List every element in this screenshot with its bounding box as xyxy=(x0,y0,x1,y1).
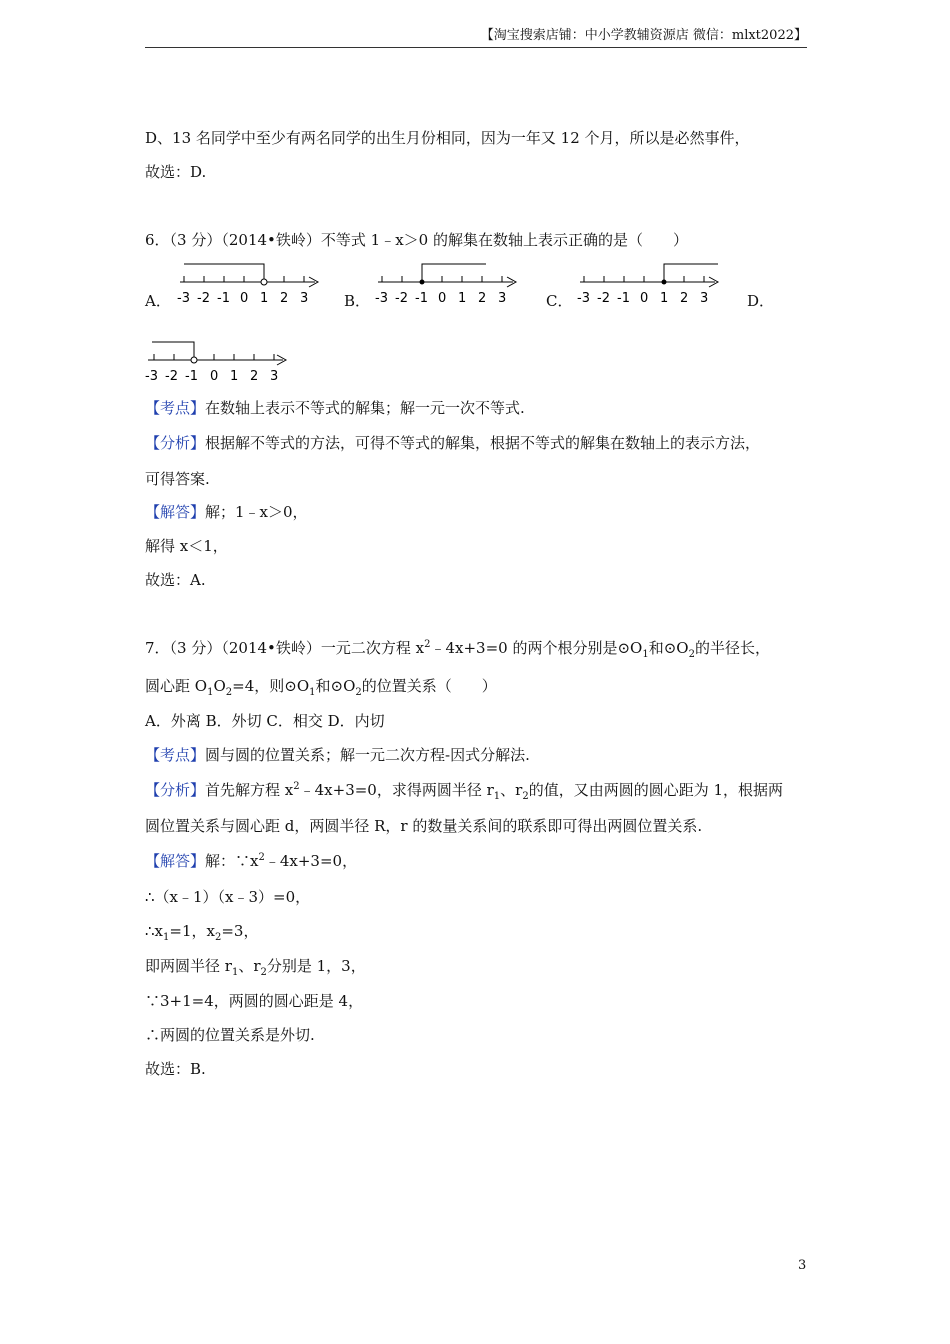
kaodian-7: 【考点】圆与圆的位置关系；解一元二次方程-因式分解法. xyxy=(145,746,530,764)
tick-label: 2 xyxy=(280,291,289,306)
text-line: ∴两圆的位置关系是外切. xyxy=(145,1026,315,1044)
number-line-b xyxy=(368,258,528,310)
tick-label: 2 xyxy=(680,291,689,306)
tick-label: 1 xyxy=(260,291,269,306)
tick-label: 3 xyxy=(498,291,507,306)
tag-kaodian: 【考点】 xyxy=(145,399,206,417)
tick-label: -3 xyxy=(577,291,590,306)
tick-label: -3 xyxy=(177,291,190,306)
tick-label: -3 xyxy=(145,369,158,384)
question-7: 7．（3 分）（2014•铁岭）一元二次方程 $x^2﹣4x+3=0$ 的两个根分别是$⊙O_1$和$⊙O_2$的半径长， xyxy=(145,639,770,660)
text-line: 故选：B. xyxy=(145,1060,206,1078)
tag-fenxi: 【分析】 xyxy=(145,781,206,799)
tag-jieda: 【解答】 xyxy=(145,503,206,521)
tick-label: -1 xyxy=(217,291,230,306)
text-line: 故选：A. xyxy=(145,571,206,589)
option-d-label: D． xyxy=(747,292,775,310)
number-line-c xyxy=(570,258,730,310)
tick-label: 1 xyxy=(230,369,239,384)
kaodian-6: 【考点】在数轴上表示不等式的解集；解一元一次不等式. xyxy=(145,399,525,417)
fenxi-6: 【分析】根据解不等式的方法，可得不等式的解集，根据不等式的解集在数轴上的表示方法， xyxy=(145,434,761,452)
tick-label: 0 xyxy=(210,369,219,384)
tick-label: -2 xyxy=(597,291,610,306)
tag-jieda: 【解答】 xyxy=(145,852,206,870)
tick-label: 2 xyxy=(250,369,259,384)
tag-fenxi: 【分析】 xyxy=(145,434,206,452)
text-line: ∴（x﹣1）（x﹣3）=0， xyxy=(145,888,311,906)
text-line: 可得答案. xyxy=(145,470,210,488)
tick-label: 1 xyxy=(660,291,669,306)
tick-label: -1 xyxy=(415,291,428,306)
tick-label: 0 xyxy=(438,291,447,306)
text-line: $\therefore x_1=1$，$x_2=3$， xyxy=(145,922,259,943)
page-number: 3 xyxy=(798,1258,807,1273)
tick-label: 0 xyxy=(640,291,649,306)
tick-label: 3 xyxy=(700,291,709,306)
tick-label: -2 xyxy=(165,369,178,384)
question-7-line2: 圆心距 $O_1O_2=4$，则$⊙O_1$和$⊙O_2$的位置关系（ ） xyxy=(145,677,497,698)
text-line: 即两圆半径 $r_1$、$r_2$分别是 1，3， xyxy=(145,957,366,978)
tick-label: -1 xyxy=(185,369,198,384)
text-line: 解得 x＜1， xyxy=(145,537,228,555)
text-line: D、13 名同学中至少有两名同学的出生月份相同，因为一年又 12 个月，所以是必然事件， xyxy=(145,129,750,147)
option-c-label: C． xyxy=(546,292,573,310)
option-a-label: A． xyxy=(145,292,171,310)
number-line-d xyxy=(138,338,298,386)
tick-label: -2 xyxy=(197,291,210,306)
jieda-6: 【解答】解；1﹣x＞0， xyxy=(145,503,308,521)
question-6: 6．（3 分）（2014•铁岭）不等式 1﹣x＞0 的解集在数轴上表示正确的是（ ） xyxy=(145,231,688,249)
tick-label: 3 xyxy=(300,291,309,306)
tick-label: -3 xyxy=(375,291,388,306)
option-b-label: B． xyxy=(344,292,371,310)
tick-label: 1 xyxy=(458,291,467,306)
tick-label: 3 xyxy=(270,369,279,384)
page-header: 【淘宝搜索店铺：中小学教辅资源店 微信：mlxt2022】 xyxy=(145,24,807,48)
tick-label: -1 xyxy=(617,291,630,306)
tag-kaodian: 【考点】 xyxy=(145,746,206,764)
question-7-options: A．外离 B．外切 C．相交 D．内切 xyxy=(145,712,385,730)
tick-label: 0 xyxy=(240,291,249,306)
jieda-7: 【解答】解：$\because x^2﹣4x+3=0$， xyxy=(145,852,358,870)
number-line-a xyxy=(170,258,330,310)
tick-label: -2 xyxy=(395,291,408,306)
fenxi-7: 【分析】首先解方程 $x^2﹣4x+3=0$，求得两圆半径 $r_1$、$r_2$的值，又由两圆的圆心距为 1，根据两 xyxy=(145,781,784,802)
text-line: 故选：D. xyxy=(145,163,207,181)
tick-label: 2 xyxy=(478,291,487,306)
text-line: 圆位置关系与圆心距 d，两圆半径 R，r 的数量关系间的联系即可得出两圆位置关系. xyxy=(145,817,703,835)
text-line: ∵3+1=4，两圆的圆心距是 4， xyxy=(145,992,364,1010)
